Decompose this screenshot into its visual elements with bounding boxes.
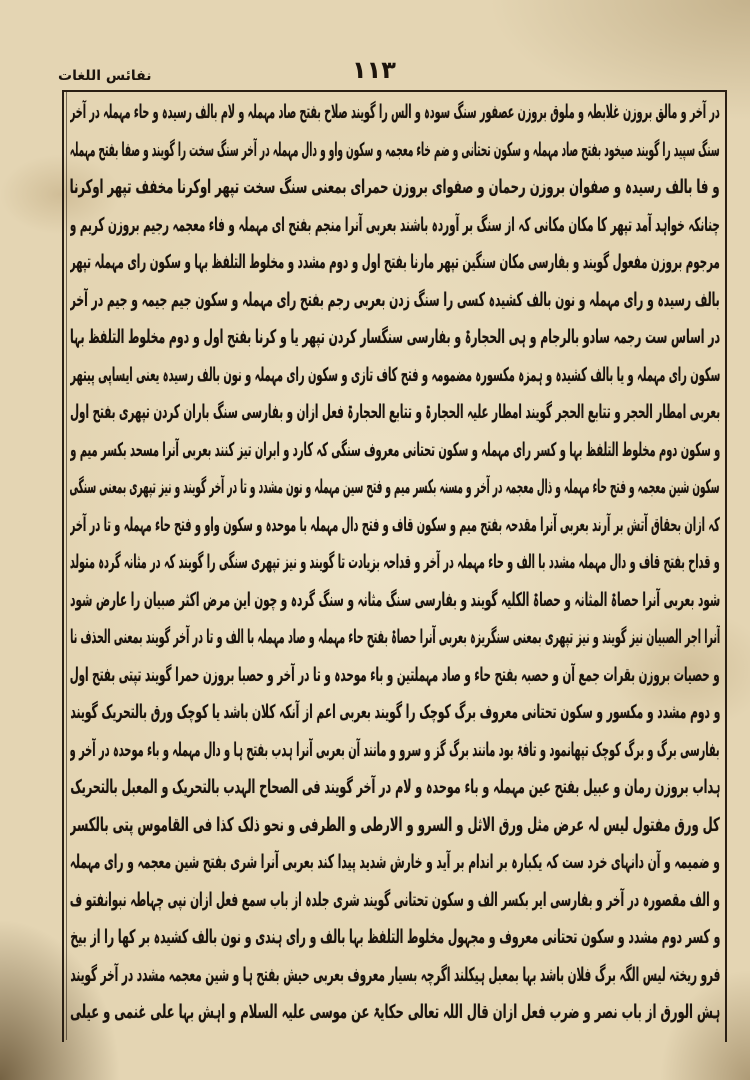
text-line: کل ورق مفتول لیس لہ عرض مثل ورق الاثل و السرو و الارطی و الطرفی و نحو ذلک کذا فی القاموس پتی بالکسر	[70, 813, 720, 836]
text-line: سنگ سپید را گویند صیخود بفتح صاد مہملہ و سکون تحتانی و ضم خاء معجمہ و سکون واو و دال مہملہ در آخر سنگ سخت را گویند و صفا بفتح مہملہ	[70, 138, 720, 161]
text-line-row	[70, 319, 720, 357]
text-line: در اساس ست رجمہ سادو بالرجام و ہی الحجارۃ و بفارسی سنگسار کردن تپھر یا و کرنا بفتح اول و دوم مخلوط التلفظ بہا	[70, 326, 720, 348]
text-line: بعربی امطار الحجر و تتابع الحجر گویند امطار علیہ الحجارۃ و تتابع الحجارۃ فعل ازان و بفارسی سنگ باران کردن تپھری بفتح اول	[70, 401, 720, 423]
text-line-row	[70, 694, 720, 732]
left-border-rule	[62, 90, 64, 1042]
text-line-row	[70, 807, 720, 845]
text-line: و فا بالف رسیدہ و صفوان بروزن رحمان و صفوای بروزن حمرای بمعنی سنگ سخت تپھر اوکرنا مخفف تپھر اوکرنا	[70, 176, 720, 198]
text-line-row	[70, 357, 720, 395]
text-line-row	[70, 657, 720, 695]
text-line: آنرا اجر الصبیان نیز گویند و نیز تپھری بمعنی سنگریزہ بعربی آنرا حصاۃ بفتح حاء مہملہ و صاد مہملہ با الف و تا در آخر گویند بمعنی الحذف نا	[70, 626, 720, 648]
text-line: کہ ازان بحقاق آتش بر آرند بعربی آنرا مقدحہ بفتح میم و سکون قاف و فتح دال مہملہ با موحدہ و سکون واو و فتح حاء مہملہ و تا در آخر	[70, 513, 720, 536]
text-line-row	[70, 469, 720, 507]
text-line: شود بعربی آنرا حصاۃ المثانہ و حصاۃ الکلیہ گویند و بفارسی سنگ مثانہ و سنگ گردہ و چون این مرض اکثر صبیان را عارض شود	[70, 588, 720, 611]
text-line: و سکون دوم مخلوط التلفظ بہا و کسر رای مہملہ و سکون تحتانی معروف سنگی کہ کارد و ابران تیز کنند بعربی آنرا مسحد بکسر میم و	[70, 438, 720, 461]
text-line-row	[70, 582, 720, 620]
text-line: و ضمیمہ و آن دانہای خرد ست کہ یکبارہ بر اندام بر آید و خارش شدید پیدا کند بعربی آنرا شری بفتح شین معجمہ و رای مہملہ	[70, 851, 720, 873]
text-line-row	[70, 957, 720, 995]
text-line: فرو ریختہ لیس الگہ برگ فلان باشد بہا بمعبل ہیکلند اگرچہ بسیار معروف بعربی حیش بفتح ہا و شین معجمہ مشدد در آخر گویند	[70, 963, 720, 986]
text-line-row	[70, 132, 720, 170]
text-line-row	[70, 544, 720, 582]
text-line-row	[70, 732, 720, 770]
text-line: و حصیات بروزن بقرات جمع آن و حصبہ بفتح حاء و صاد مہملتین و باء موحدہ و تا در آخر و حصبا بروزن حمرا گویند تپتی بفتح اول	[70, 663, 720, 686]
header-rule	[62, 90, 726, 92]
text-line: و دوم مشدد و مکسور و سکون تحتانی معروف برگ کوچک را گویند بعربی اعم از آنکہ کلان باشد یا کوچک ورق بالتحریک گویند	[70, 701, 720, 723]
text-line-row	[70, 432, 720, 470]
text-line: و کسر دوم مشدد و سکون تحتانی معروف و مجہول مخلوط التلفظ بہا بالف و رای ہندی و نون بالف کشیدہ بر کھا را از بیخ	[70, 926, 720, 948]
page-number: ۱۱۳	[352, 56, 396, 84]
text-line-row	[70, 619, 720, 657]
text-line-row	[70, 394, 720, 432]
text-line: بالف رسیدہ و رای مہملہ و نون بالف کشیدہ کسی را سنگ زدن بعربی رجم بفتح رای مہملہ و سکون جیم جیمہ و جیم در آخر	[70, 288, 720, 311]
text-line: و الف مقصورہ در آخر و بفارسی ایر بکسر الف و سکون تحتانی گویند شری جلدہ از باب سمع فعل ازان نپی چہاطہ نبوانفتو ف	[70, 888, 720, 911]
text-line-row	[70, 282, 720, 320]
text-line-row	[70, 207, 720, 245]
text-line-row	[70, 244, 720, 282]
right-border-rule	[725, 90, 727, 1042]
text-line: مرجوم بروزن مفعول گویند و بفارسی مکان سنگین تپھر مارنا بفتح اول و دوم مشدد و مخلوط التلفظ بہا و سکون رای مہملہ تپھر	[70, 251, 720, 273]
text-line: و قداح بفتح قاف و دال مہملہ مشدد با الف و حاء مہملہ در آخر و قداحہ بزیادت تا گویند و نیز تپھری سنگی را گویند کہ در مثانہ گردہ متولد	[70, 551, 720, 573]
text-line-row	[70, 507, 720, 545]
text-line-row	[70, 94, 720, 132]
text-line-row	[70, 169, 720, 207]
text-line: سکون رای مہملہ و یا بالف کشیدہ و ہمزہ مکسورہ مضمومہ و فتح کاف تازی و سکون رای مہملہ و نون بالف رسیدہ یعنی ایساپی پیتھر	[70, 363, 720, 386]
text-line: ہش الورق از باب نصر و ضرب فعل ازان قال اللہ تعالی حکایۃ عن موسی علیہ السلام و اہش بہا علی غنمی و عیلی	[70, 1001, 720, 1023]
text-line-row	[70, 994, 720, 1032]
text-line-row	[70, 919, 720, 957]
body-text	[70, 94, 720, 1032]
text-line: ہداب بروزن رمان و عبیل بفتح عین مہملہ و باء موحدہ و لام در آخر گویند فی الصحاح الہدب بالتحریک و المعبل بالتحریک	[70, 776, 720, 798]
text-line: چنانکہ خواہد آمد تپھر کا مکان مکانی کہ از سنگ بر آوردہ باشند بعربی آنرا منجم بفتح ای مہملہ و فاء معجمہ رجیم بروزن کریم و	[70, 213, 720, 236]
text-line: سکون شین معجمہ و فتح حاء مہملہ و ذال معجمہ در آخر و مسنہ بکسر میم و فتح سین مہملہ و نون مشدد و تا در آخر گویند و نیز تپھری بمعنی سنگی	[70, 476, 720, 498]
text-line: بفارسی برگ و برگ کوچک تپھانمود و تافۃ بود مانند برگ گز و سرو و مانند آن بعربی آنرا ہدب بفتح ہا و دال مہملہ و باء موحدہ در آخر و	[70, 738, 720, 761]
text-line: در آخر و مالق بروزن غلابطہ و ملوق بروزن عصفور سنگ سودہ و الس را گویند صلاح بفتح صاد مہملہ و لام بالف رسیدہ و حاء مہملہ در آخر	[70, 101, 720, 123]
left-border-inner-rule	[66, 92, 67, 1040]
running-title: نفائس اللغات	[58, 68, 152, 84]
text-line-row	[70, 769, 720, 807]
text-line-row	[70, 882, 720, 920]
text-line-row	[70, 844, 720, 882]
